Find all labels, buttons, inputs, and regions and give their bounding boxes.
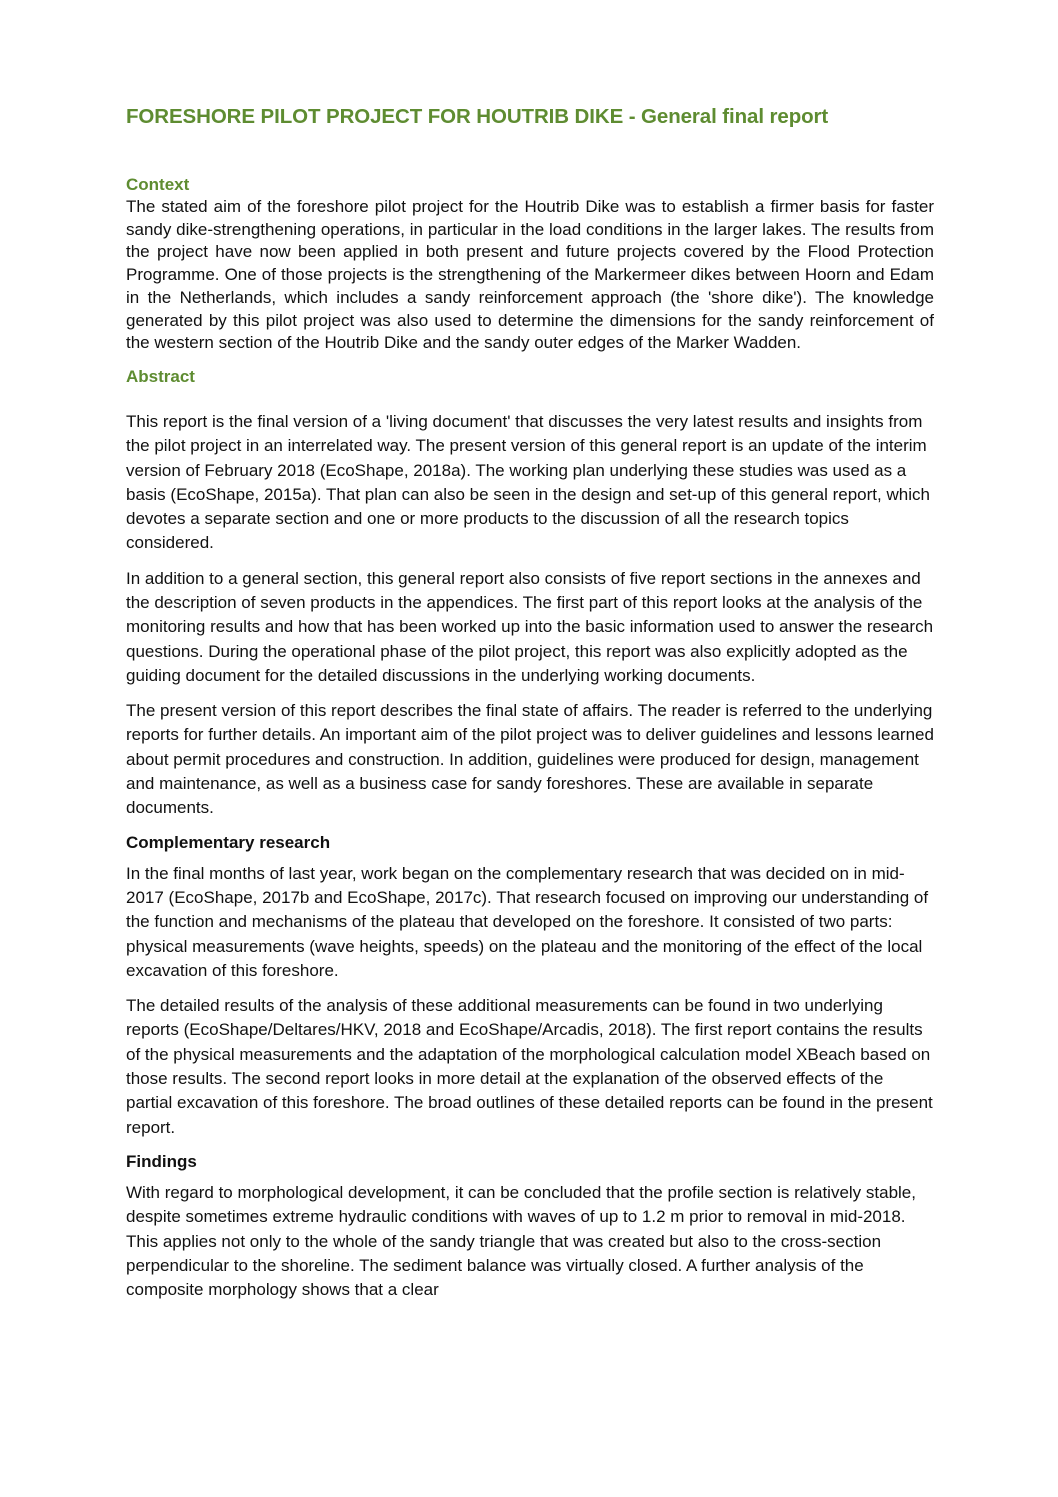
document-title: FORESHORE PILOT PROJECT FOR HOUTRIB DIKE - General final report: [126, 105, 829, 128]
document-page: [126, 104, 934, 1313]
abstract-paragraph-1: This report is the final version of a 'living document' that discusses the very latest results and insights from the pilot project in an interrelated way. The present version of this general report is an update of the interim version of February 2018 (EcoShape, 2018a). The working plan underlying these studies was used as a basis (EcoShape, 2015a). That plan can also be seen in the design and set-up of this general report, which devotes a separate section and one or more products to the discussion of all the research topics considered.: [126, 411, 930, 553]
context-paragraph: The stated aim of the foreshore pilot project for the Houtrib Dike was to establish a firmer basis for faster sandy dike-strengthening operations, in particular in the load conditions in the larger lakes. The results from the project have now been applied in both present and future projects covered by the Flood Protection Programme. One of those projects is the strengthening of the Markermeer dikes between Hoorn and Edam in the Netherlands, which includes a sandy reinforcement approach (the 'shore dike'). The knowledge generated by this pilot project was also used to determine the dimensions for the sandy reinforcement of the western section of the Houtrib Dike and the sandy outer edges of the Marker Wadden.: [126, 197, 934, 353]
abstract-heading: Abstract: [126, 366, 195, 386]
complementary-paragraph-1: In the final months of last year, work began on the complementary research that was decided on in mid-2017 (EcoShape, 2017b and EcoShape, 2017c). That research focused on improving our understanding of the function and mechanisms of the plateau that developed on the foreshore. It consisted of two parts: physical measurements (wave heights, speeds) on the plateau and the monitoring of the effect of the local excavation of this foreshore.: [126, 863, 929, 980]
abstract-paragraph-2: In addition to a general section, this general report also consists of five report sections in the annexes and the description of seven products in the appendices. The first part of this report looks at the analysis of the monitoring results and how that has been worked up into the basic information used to answer the research questions. During the operational phase of the pilot project, this report was also explicitly adopted as the guiding document for the detailed discussions in the underlying working documents.: [126, 568, 934, 685]
findings-heading: Findings: [126, 1151, 197, 1171]
complementary-research-heading: Complementary research: [126, 832, 331, 852]
complementary-paragraph-2: The detailed results of the analysis of these additional measurements can be found in two underlying reports (EcoShape/Deltares/HKV, 2018 and EcoShape/Arcadis, 2018). The first report contains the results of the physical measurements and the adaptation of the morphological calculation model XBeach based on those results. The second report looks in more detail at the explanation of the observed effects of the partial excavation of this foreshore. The broad outlines of these detailed reports can be found in the present report.: [126, 996, 933, 1137]
findings-paragraph: With regard to morphological development, it can be concluded that the profile section is relatively stable, despite sometimes extreme hydraulic conditions with waves of up to 1.2 m prior to removal in mid-2018. This applies not only to the whole of the sandy triangle that was created but also to the cross-section perpendicular to the shoreline. The sediment balance was virtually closed. A further analysis of the composite morphology shows that a clear: [126, 1182, 916, 1300]
abstract-paragraph-3: The present version of this report describes the final state of affairs. The reader is referred to the underlying reports for further details. An important aim of the pilot project was to deliver guidelines and lessons learned about permit procedures and construction. In addition, guidelines were produced for design, management and maintenance, as well as a business case for sandy foreshores. These are available in separate documents.: [126, 701, 934, 818]
context-heading: Context: [126, 175, 190, 194]
